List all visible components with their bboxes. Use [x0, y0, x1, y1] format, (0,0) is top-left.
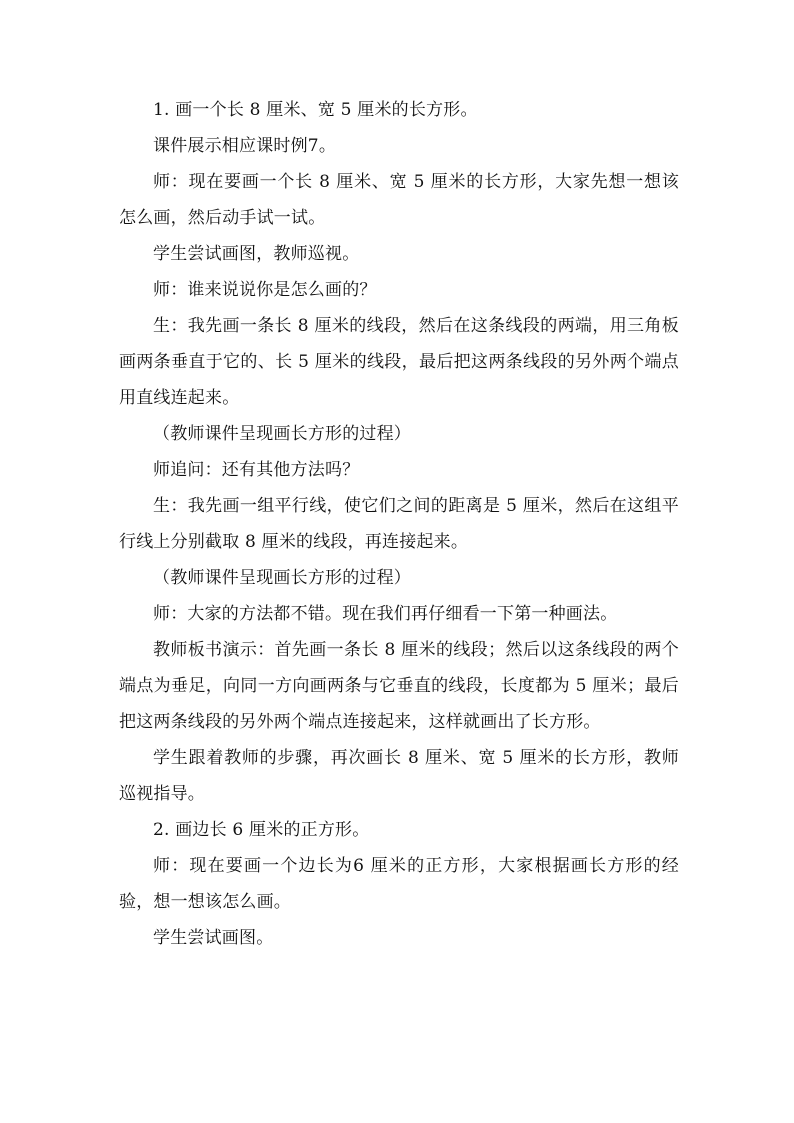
paragraph-teacher-prompt: 师：现在要画一个长 8 厘米、宽 5 厘米的长方形，大家先想一想该怎么画，然后动手试一试。	[119, 172, 679, 228]
paragraph-courseware-process-2: （教师课件呈现画长方形的过程）	[153, 568, 411, 588]
paragraph-teacher-question: 师：谁来说说你是怎么画的？	[153, 280, 377, 300]
paragraph-student-method-2: 生：我先画一组平行线，使它们之间的距离是 5 厘米，然后在这组平行线上分别截取 8 厘米的线段，再连接起来。	[119, 496, 679, 552]
paragraph-students-try-square: 学生尝试画图。	[153, 928, 274, 948]
document-body	[119, 92, 679, 956]
paragraph-students-try: 学生尝试画图，教师巡视。	[153, 244, 360, 264]
paragraph-students-redraw: 学生跟着教师的步骤，再次画长 8 厘米、宽 5 厘米的长方形，教师巡视指导。	[119, 748, 679, 804]
paragraph-board-demo: 教师板书演示：首先画一条长 8 厘米的线段；然后以这条线段的两个端点为垂足，向同一方向画两条与它垂直的线段，长度都为 5 厘米；最后把这两条线段的另外两个端点连接起来，这样就画出了长方形。	[119, 640, 679, 732]
paragraph-courseware-process-1: （教师课件呈现画长方形的过程）	[153, 424, 411, 444]
paragraph-step-1-heading: 1. 画一个长 8 厘米、宽 5 厘米的长方形。	[153, 100, 478, 120]
paragraph-teacher-followup: 师追问：还有其他方法吗？	[153, 460, 360, 480]
paragraph-courseware-example: 课件展示相应课时例7。	[153, 136, 337, 156]
paragraph-teacher-review: 师：大家的方法都不错。现在我们再仔细看一下第一种画法。	[153, 604, 618, 624]
paragraph-teacher-square-prompt: 师：现在要画一个边长为6 厘米的正方形，大家根据画长方形的经验，想一想该怎么画。	[119, 856, 679, 912]
paragraph-student-method-1: 生：我先画一条长 8 厘米的线段，然后在这条线段的两端，用三角板画两条垂直于它的、长 5 厘米的线段，最后把这两条线段的另外两个端点用直线连起来。	[119, 316, 679, 408]
paragraph-step-2-heading: 2. 画边长 6 厘米的正方形。	[153, 820, 370, 840]
